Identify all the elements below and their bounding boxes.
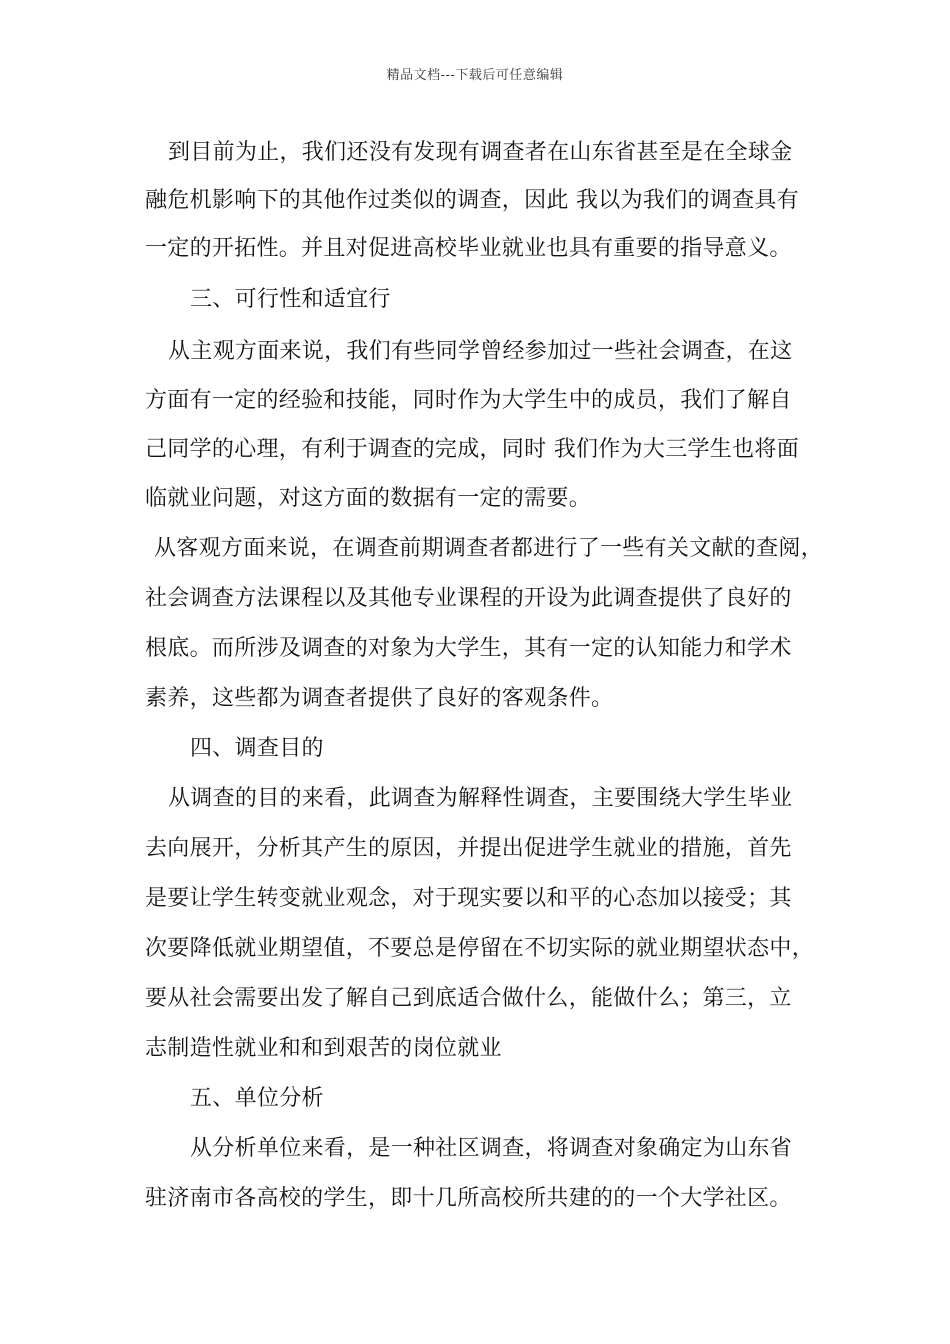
paragraph-line: 从分析单位来看，是一种社区调查，将调查对象确定为山东省 [190, 1136, 793, 1161]
paragraph-line: 去向展开，分析其产生的原因，并提出促进学生就业的措施，首先 [145, 836, 792, 861]
paragraph-line: 素养，这些都为调查者提供了良好的客观条件。 [145, 686, 614, 711]
paragraph-line: 从调查的目的来看，此调查为解释性调查，主要围绕大学生毕业 [168, 786, 793, 811]
paragraph-line: 临就业问题，对这方面的数据有一定的需要。 [145, 486, 592, 511]
paragraph-line: 志制造性就业和和到艰苦的岗位就业 [145, 1036, 502, 1061]
page-header: 精品文档---下载后可任意编辑 [386, 68, 564, 83]
paragraph-line: 一定的开拓性。并且对促进高校毕业就业也具有重要的指导意义。 [145, 236, 792, 261]
paragraph-line: 次要降低就业期望值，不要总是停留在不切实际的就业期望状态中， [145, 936, 815, 961]
paragraph-line: 社会调查方法课程以及其他专业课程的开设为此调查提供了良好的 [145, 586, 792, 611]
paragraph-line: 要从社会需要出发了解自己到底适合做什么，能做什么；第三，立 [145, 986, 792, 1011]
section-heading: 三、可行性和适宜行 [190, 287, 391, 312]
paragraph-line: 根底。而所涉及调查的对象为大学生，其有一定的认知能力和学术 [145, 636, 792, 661]
paragraph-line: 从主观方面来说，我们有些同学曾经参加过一些社会调查，在这 [168, 339, 793, 364]
paragraph-line: 从客观方面来说，在调查前期调查者都进行了一些有关文献的查阅， [154, 536, 824, 561]
paragraph-line: 方面有一定的经验和技能，同时作为大学生中的成员，我们了解自 [145, 388, 792, 413]
paragraph-line: 到目前为止，我们还没有发现有调查者在山东省甚至是在全球金 [168, 140, 793, 165]
paragraph-line: 融危机影响下的其他作过类似的调查，因此 我以为我们的调查具有 [145, 188, 799, 213]
paragraph-line: 驻济南市各高校的学生，即十几所高校所共建的的一个大学社区。 [145, 1186, 792, 1211]
section-heading: 四、调查目的 [190, 736, 324, 761]
section-heading: 五、单位分析 [190, 1086, 324, 1111]
paragraph-line: 是要让学生转变就业观念，对于现实要以和平的心态加以接受；其 [145, 886, 792, 911]
paragraph-line: 己同学的心理，有利于调查的完成，同时 我们作为大三学生也将面 [145, 437, 799, 462]
